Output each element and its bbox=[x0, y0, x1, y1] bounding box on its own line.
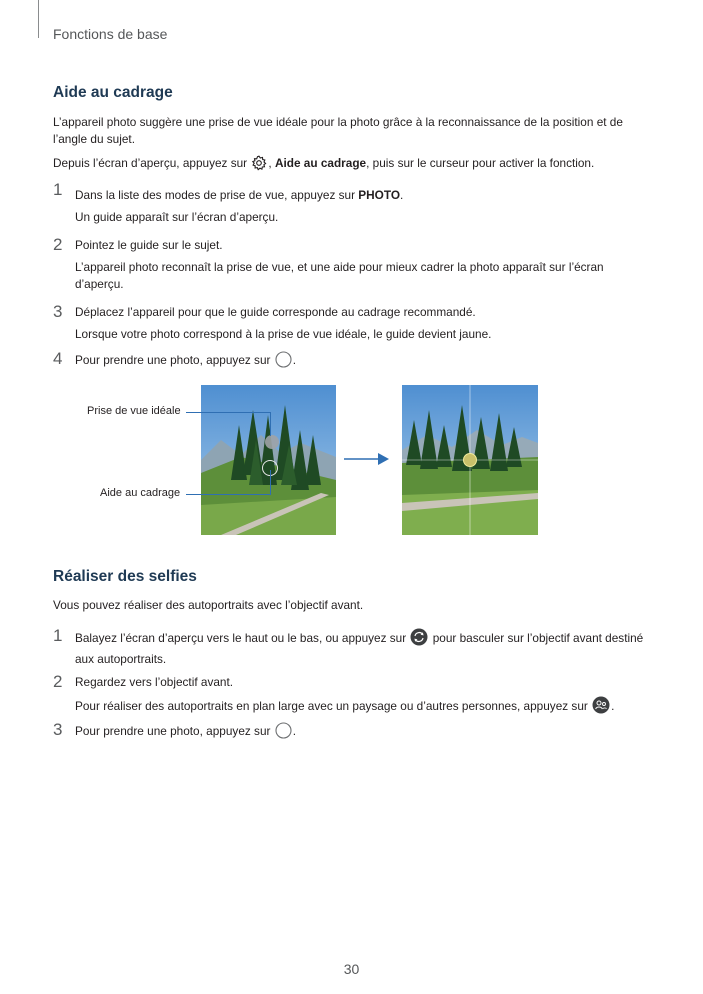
step-subtext: . bbox=[611, 699, 615, 713]
step-subtext: Lorsque votre photo correspond à la prise de vue idéale, le guide devient jaune. bbox=[75, 327, 492, 341]
shutter-button-icon bbox=[275, 722, 292, 744]
step-number: 1 bbox=[53, 180, 63, 199]
step-text: . bbox=[400, 188, 404, 202]
settings-bold-text: Aide au cadrage bbox=[274, 156, 367, 170]
step-text: Déplacez l’appareil pour que le guide corresponde au cadrage recommandé. bbox=[75, 305, 476, 319]
arrow-right-icon bbox=[344, 451, 390, 472]
step-text: Pour prendre une photo, appuyez sur bbox=[75, 353, 274, 367]
step-text: pour basculer sur l’objectif avant destiné aux autoportraits. bbox=[75, 631, 644, 666]
step-text: Dans la liste des modes de prise de vue, appuyez sur bbox=[75, 188, 359, 202]
section-header: Fonctions de base bbox=[53, 26, 168, 42]
preview-photo-after bbox=[402, 385, 538, 535]
step-subtext: Un guide apparaît sur l’écran d’aperçu. bbox=[75, 210, 279, 224]
step-number: 2 bbox=[53, 672, 63, 691]
settings-post-text: , puis sur le curseur pour activer la fonction. bbox=[366, 156, 595, 170]
callout-leader-line bbox=[270, 412, 271, 436]
framing-step-1 bbox=[75, 187, 655, 226]
step-text: Regardez vers l’objectif avant. bbox=[75, 675, 234, 689]
selfies-step-3 bbox=[75, 722, 655, 744]
framing-intro: L’appareil photo suggère une prise de vue idéale pour la photo grâce à la reconnaissance de la position et de l’angle du sujet. bbox=[53, 115, 623, 146]
switch-camera-icon bbox=[410, 628, 428, 651]
callout-framing-guide: Aide au cadrage bbox=[100, 487, 181, 499]
callout-leader-line bbox=[186, 494, 270, 495]
selfies-intro: Vous pouvez réaliser des autoportraits avec l’objectif avant. bbox=[53, 598, 364, 612]
step-number: 4 bbox=[53, 349, 63, 368]
gear-icon bbox=[251, 155, 267, 176]
step-text: Pour prendre une photo, appuyez sur bbox=[75, 724, 274, 738]
preview-photo-before bbox=[201, 385, 336, 535]
shutter-button-icon bbox=[275, 351, 292, 373]
framing-heading: Aide au cadrage bbox=[53, 84, 173, 101]
framing-step-2 bbox=[75, 237, 655, 293]
step-text: Balayez l’écran d’aperçu vers le haut ou le bas, ou appuyez sur bbox=[75, 631, 410, 645]
step-subtext: Pour réaliser des autoportraits en plan large avec un paysage ou d’autres personnes, appuyez sur bbox=[75, 699, 592, 713]
step-number: 2 bbox=[53, 235, 63, 254]
step-text: Pointez le guide sur le sujet. bbox=[75, 238, 223, 252]
step-subtext: L’appareil photo reconnaît la prise de vue, et une aide pour mieux cadrer la photo apparaît sur l’écran d’aperçu. bbox=[75, 260, 604, 291]
ideal-shot-marker bbox=[265, 435, 279, 449]
framing-settings-instruction bbox=[53, 155, 653, 176]
settings-sep-text: , bbox=[268, 156, 275, 170]
framing-step-3 bbox=[75, 304, 655, 343]
callout-ideal-shot: Prise de vue idéale bbox=[87, 405, 181, 417]
header-rule bbox=[38, 0, 39, 38]
callout-leader-line bbox=[186, 412, 270, 413]
settings-pre-text: Depuis l’écran d’aperçu, appuyez sur bbox=[53, 156, 251, 170]
framing-step-4 bbox=[75, 351, 655, 373]
step-number: 3 bbox=[53, 302, 63, 321]
step-bold-text: PHOTO bbox=[358, 188, 401, 202]
callout-leader-line bbox=[270, 470, 271, 495]
selfies-heading: Réaliser des selfies bbox=[53, 568, 197, 585]
step-number: 3 bbox=[53, 720, 63, 739]
selfies-step-2 bbox=[75, 674, 655, 719]
wide-selfie-icon bbox=[592, 696, 610, 719]
step-number: 1 bbox=[53, 626, 63, 645]
selfies-step-1 bbox=[75, 628, 655, 668]
step-text: . bbox=[292, 724, 296, 738]
page-number: 30 bbox=[343, 961, 360, 977]
step-text: . bbox=[292, 353, 296, 367]
framing-guide-yellow-marker bbox=[463, 453, 477, 467]
